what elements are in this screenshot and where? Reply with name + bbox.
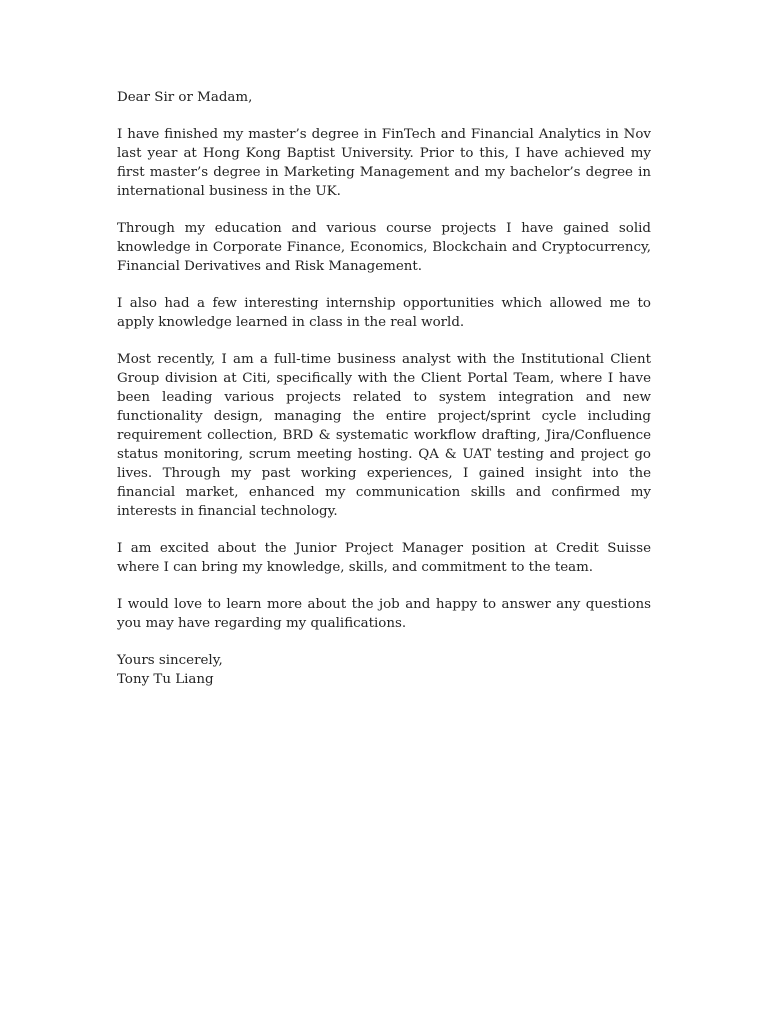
signature-name: Tony Tu Liang <box>117 672 214 687</box>
paragraph-knowledge: Through my education and various course projects I have gained solid knowledge in Corporate Finance, Economics, Blockchain and Cryptocurrency, Financial Derivatives and Risk Management. <box>117 221 651 274</box>
paragraph-education: I have finished my master’s degree in FinTech and Financial Analytics in Nov last year at Hong Kong Baptist University. Prior to this, I have achieved my first master’s degree in Marketing Management and my bachelor’s degree in international business in the UK. <box>117 127 651 199</box>
paragraph-position: I am excited about the Junior Project Manager position at Credit Suisse where I can bring my knowledge, skills, and commitment to the team. <box>117 541 651 575</box>
paragraph-interest: I would love to learn more about the job and happy to answer any questions you may have regarding my qualifications. <box>117 597 651 631</box>
salutation: Dear Sir or Madam, <box>117 90 253 105</box>
paragraph-internships: I also had a few interesting internship opportunities which allowed me to apply knowledge learned in class in the real world. <box>117 296 651 330</box>
paragraph-experience: Most recently, I am a full-time business analyst with the Institutional Client Group division at Citi, specifically with the Client Portal Team, where I have been leading various projects related to system integration and new functionality design, managing the entire project/sprint cycle including requirement collection, BRD & systematic workflow drafting, Jira/Confluence status monitoring, scrum meeting hosting. QA & UAT testing and project go lives. Through my past working experiences, I gained insight into the financial market, enhanced my communication skills and confirmed my interests in financial technology. <box>117 352 651 519</box>
closing: Yours sincerely, <box>117 653 223 668</box>
